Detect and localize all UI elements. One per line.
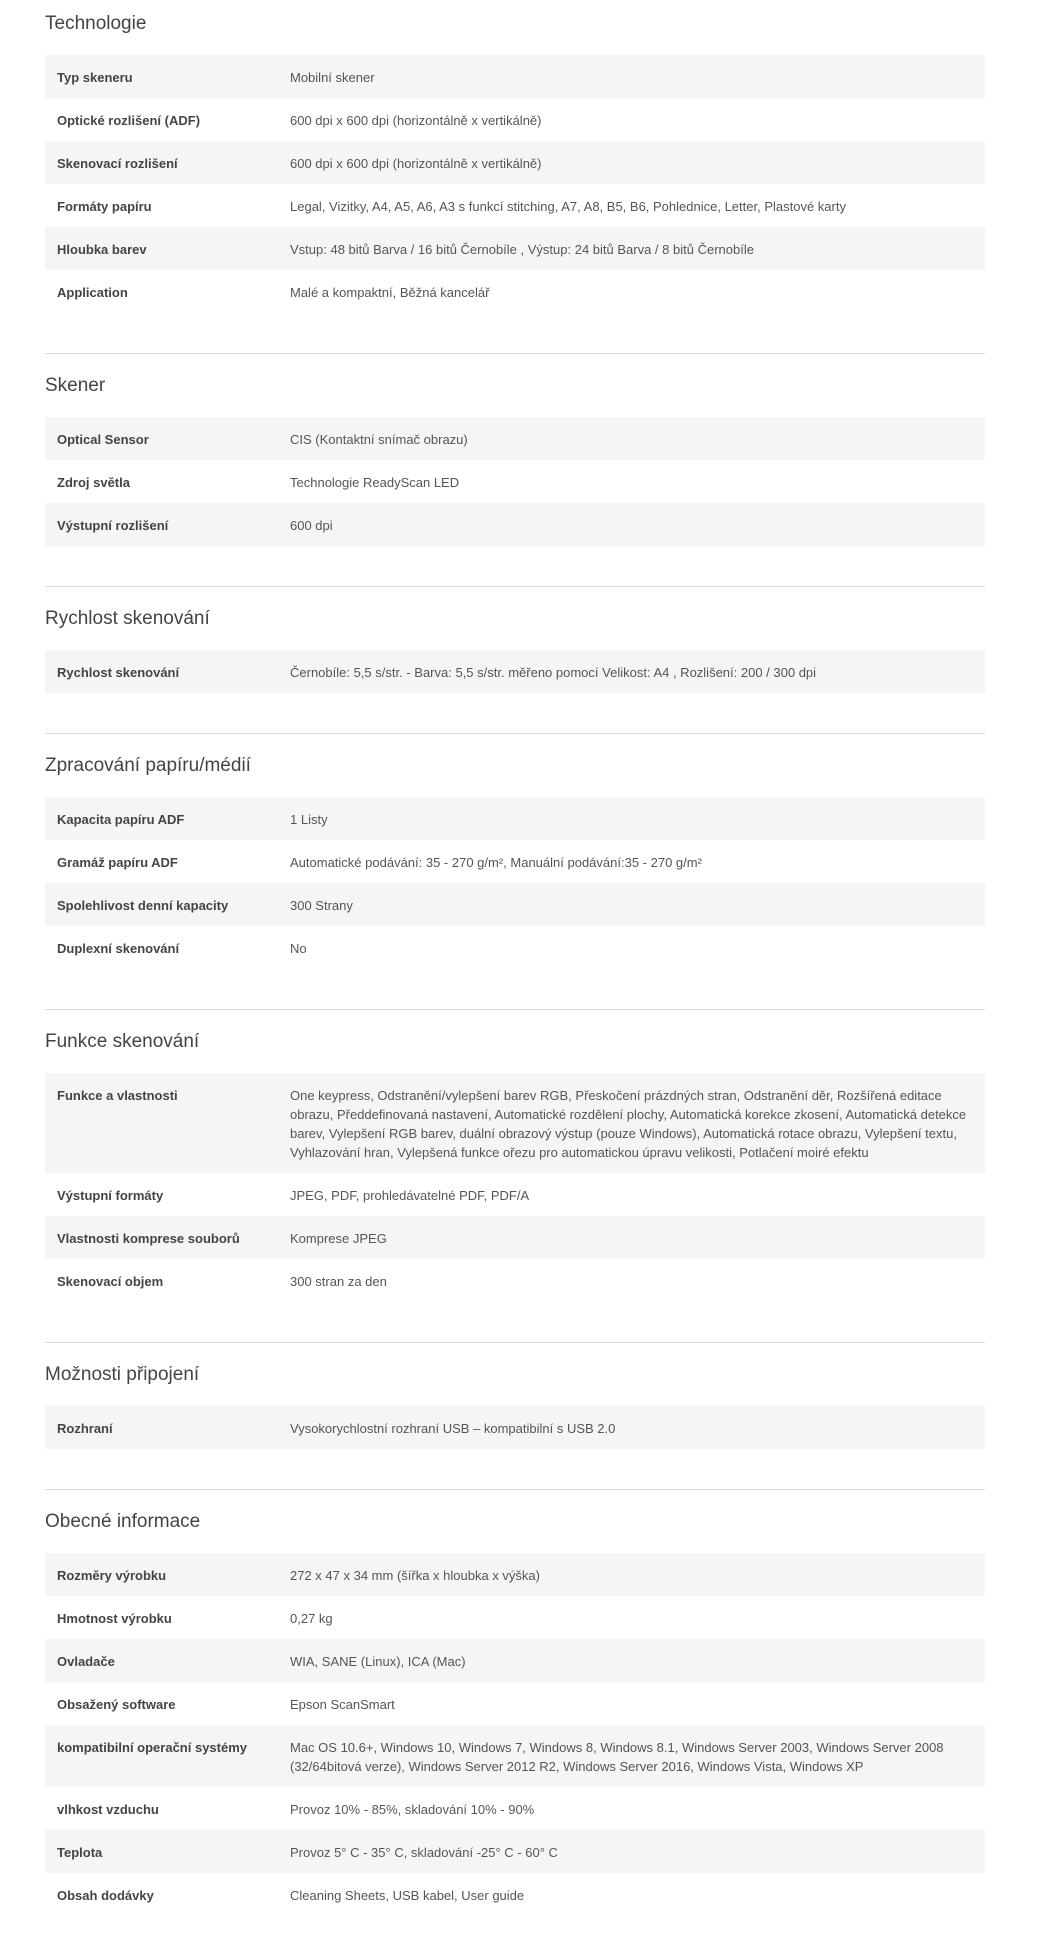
spec-value: Epson ScanSmart: [290, 1697, 395, 1712]
spec-section: [45, 1343, 985, 1489]
section-title: Možnosti připojení: [45, 1364, 200, 1385]
spec-label: Teplota: [57, 1845, 103, 1860]
spec-label: Hloubka barev: [57, 242, 147, 257]
spec-table: [45, 797, 985, 969]
spec-table: [45, 417, 985, 546]
spec-label: Optické rozlišení (ADF): [57, 113, 201, 128]
spec-table: [45, 650, 985, 693]
spec-label: Typ skeneru: [57, 70, 133, 85]
spec-label: Optical Sensor: [57, 432, 149, 447]
spec-row: [45, 1787, 985, 1830]
spec-value: CIS (Kontaktní snímač obrazu): [290, 432, 468, 447]
spec-row: [45, 1553, 985, 1596]
spec-label: Spolehlivost denní kapacity: [57, 898, 229, 913]
spec-value: Komprese JPEG: [290, 1231, 387, 1246]
spec-value: Cleaning Sheets, USB kabel, User guide: [290, 1888, 525, 1903]
spec-section: [45, 587, 985, 733]
spec-label: Kapacita papíru ADF: [57, 812, 185, 827]
spec-value: Technologie ReadyScan LED: [290, 475, 460, 490]
spec-value: 600 dpi: [290, 518, 333, 533]
spec-label: Funkce a vlastnosti: [57, 1088, 178, 1103]
spec-row: [45, 270, 985, 313]
spec-section: [45, 1010, 985, 1342]
spec-row: [45, 141, 985, 184]
spec-label: Rychlost skenování: [57, 665, 180, 680]
spec-row: [45, 1216, 985, 1259]
spec-label: vlhkost vzduchu: [57, 1802, 159, 1817]
spec-row: [45, 1725, 985, 1787]
spec-row: [45, 840, 985, 883]
spec-label: Skenovací rozlišení: [57, 156, 178, 171]
spec-label: Výstupní rozlišení: [57, 518, 169, 533]
spec-row: [45, 883, 985, 926]
spec-value: 600 dpi x 600 dpi (horizontálně x vertikálně): [290, 156, 542, 171]
spec-row: [45, 417, 985, 460]
spec-value: Provoz 10% - 85%, skladování 10% - 90%: [290, 1802, 535, 1817]
spec-row: [45, 1639, 985, 1682]
spec-value: One keypress, Odstranění/vylepšení barev RGB, Přeskočení prázdných stran, Odstranění děr, Rozšířená editace obrazu, Předdefinovaná nastavení, Automatické rozdělení plochy, Automatická korekce zkosení, Automatická detekce barev, Vylepšení RGB barev, duální obrazový výstup (pouze Windows), Automatická rotace obrazu, Vylepšení textu, Vyhlazování hran, Vylepšená funkce ořezu pro automatickou úpravu velikosti, Potlačení moiré efektu: [290, 1088, 967, 1160]
section-title: Technologie: [45, 13, 147, 34]
spec-row: [45, 227, 985, 270]
section-title: Zpracování papíru/médií: [45, 755, 251, 776]
spec-section: [45, 1490, 985, 1956]
spec-label: Obsah dodávky: [57, 1888, 154, 1903]
spec-value: Vstup: 48 bitů Barva / 16 bitů Černobíle , Výstup: 24 bitů Barva / 8 bitů Černobíle: [290, 242, 754, 257]
spec-value: Provoz 5° C - 35° C, skladování -25° C - 60° C: [290, 1845, 558, 1860]
spec-label: Rozměry výrobku: [57, 1568, 167, 1583]
spec-label: Formáty papíru: [57, 199, 152, 214]
spec-label: Výstupní formáty: [57, 1188, 164, 1203]
spec-label: Obsažený software: [57, 1697, 176, 1712]
spec-row: [45, 1682, 985, 1725]
spec-row: [45, 1406, 985, 1449]
spec-value: Vysokorychlostní rozhraní USB – kompatibilní s USB 2.0: [290, 1421, 616, 1436]
spec-value: Legal, Vizitky, A4, A5, A6, A3 s funkcí stitching, A7, A8, B5, B6, Pohlednice, Letter, Plastové karty: [290, 199, 846, 214]
spec-label: Vlastnosti komprese souborů: [57, 1231, 240, 1246]
spec-value: WIA, SANE (Linux), ICA (Mac): [290, 1654, 466, 1669]
section-title: Rychlost skenování: [45, 608, 210, 629]
spec-value: Malé a kompaktní, Běžná kancelář: [290, 285, 490, 300]
spec-row: [45, 650, 985, 693]
spec-label: Rozhraní: [57, 1421, 113, 1436]
spec-section: [45, 734, 985, 1009]
spec-value: Automatické podávání: 35 - 270 g/m², Manuální podávání:35 - 270 g/m²: [290, 855, 702, 870]
spec-row: [45, 184, 985, 227]
spec-table: [45, 55, 985, 313]
spec-row: [45, 460, 985, 503]
spec-value: Mobilní skener: [290, 70, 375, 85]
spec-row: [45, 1830, 985, 1873]
spec-row: [45, 797, 985, 840]
spec-row: [45, 55, 985, 98]
spec-table: [45, 1073, 985, 1302]
spec-row: [45, 1173, 985, 1216]
spec-row: [45, 926, 985, 969]
section-title: Funkce skenování: [45, 1031, 200, 1052]
spec-label: Ovladače: [57, 1654, 115, 1669]
spec-value: 300 Strany: [290, 898, 353, 913]
spec-value: Černobíle: 5,5 s/str. - Barva: 5,5 s/str. měřeno pomocí Velikost: A4 , Rozlišení: 200 / 300 dpi: [290, 665, 817, 680]
spec-label: Hmotnost výrobku: [57, 1611, 172, 1626]
spec-label: Skenovací objem: [57, 1274, 164, 1289]
section-title: Skener: [45, 375, 106, 396]
spec-table: [45, 1553, 985, 1916]
section-title: Obecné informace: [45, 1511, 201, 1532]
spec-label: Zdroj světla: [57, 475, 130, 490]
spec-value: 300 stran za den: [290, 1274, 387, 1289]
spec-value: 600 dpi x 600 dpi (horizontálně x vertikálně): [290, 113, 542, 128]
spec-value: JPEG, PDF, prohledávatelné PDF, PDF/A: [290, 1188, 530, 1203]
spec-row: [45, 1873, 985, 1916]
spec-row: [45, 1073, 985, 1173]
spec-value: 0,27 kg: [290, 1611, 333, 1626]
spec-label: Duplexní skenování: [57, 941, 180, 956]
spec-label: Gramáž papíru ADF: [57, 855, 178, 870]
spec-table: [45, 1406, 985, 1449]
spec-value: 272 x 47 x 34 mm (šířka x hloubka x výška): [290, 1568, 540, 1583]
spec-value: 1 Listy: [290, 812, 328, 827]
spec-row: [45, 503, 985, 546]
spec-label: kompatibilní operační systémy: [57, 1740, 248, 1755]
spec-row: [45, 98, 985, 141]
spec-section: [45, 354, 985, 586]
spec-row: [45, 1259, 985, 1302]
spec-label: Application: [57, 285, 128, 300]
spec-section: [45, 0, 985, 353]
spec-value: Mac OS 10.6+, Windows 10, Windows 7, Windows 8, Windows 8.1, Windows Server 2003, Windows Server 2008 (32/64bitová verze), Windows Server 2012 R2, Windows Server 2016, Windows Vista, Windows XP: [290, 1740, 944, 1774]
spec-value: No: [290, 941, 307, 956]
spec-row: [45, 1596, 985, 1639]
